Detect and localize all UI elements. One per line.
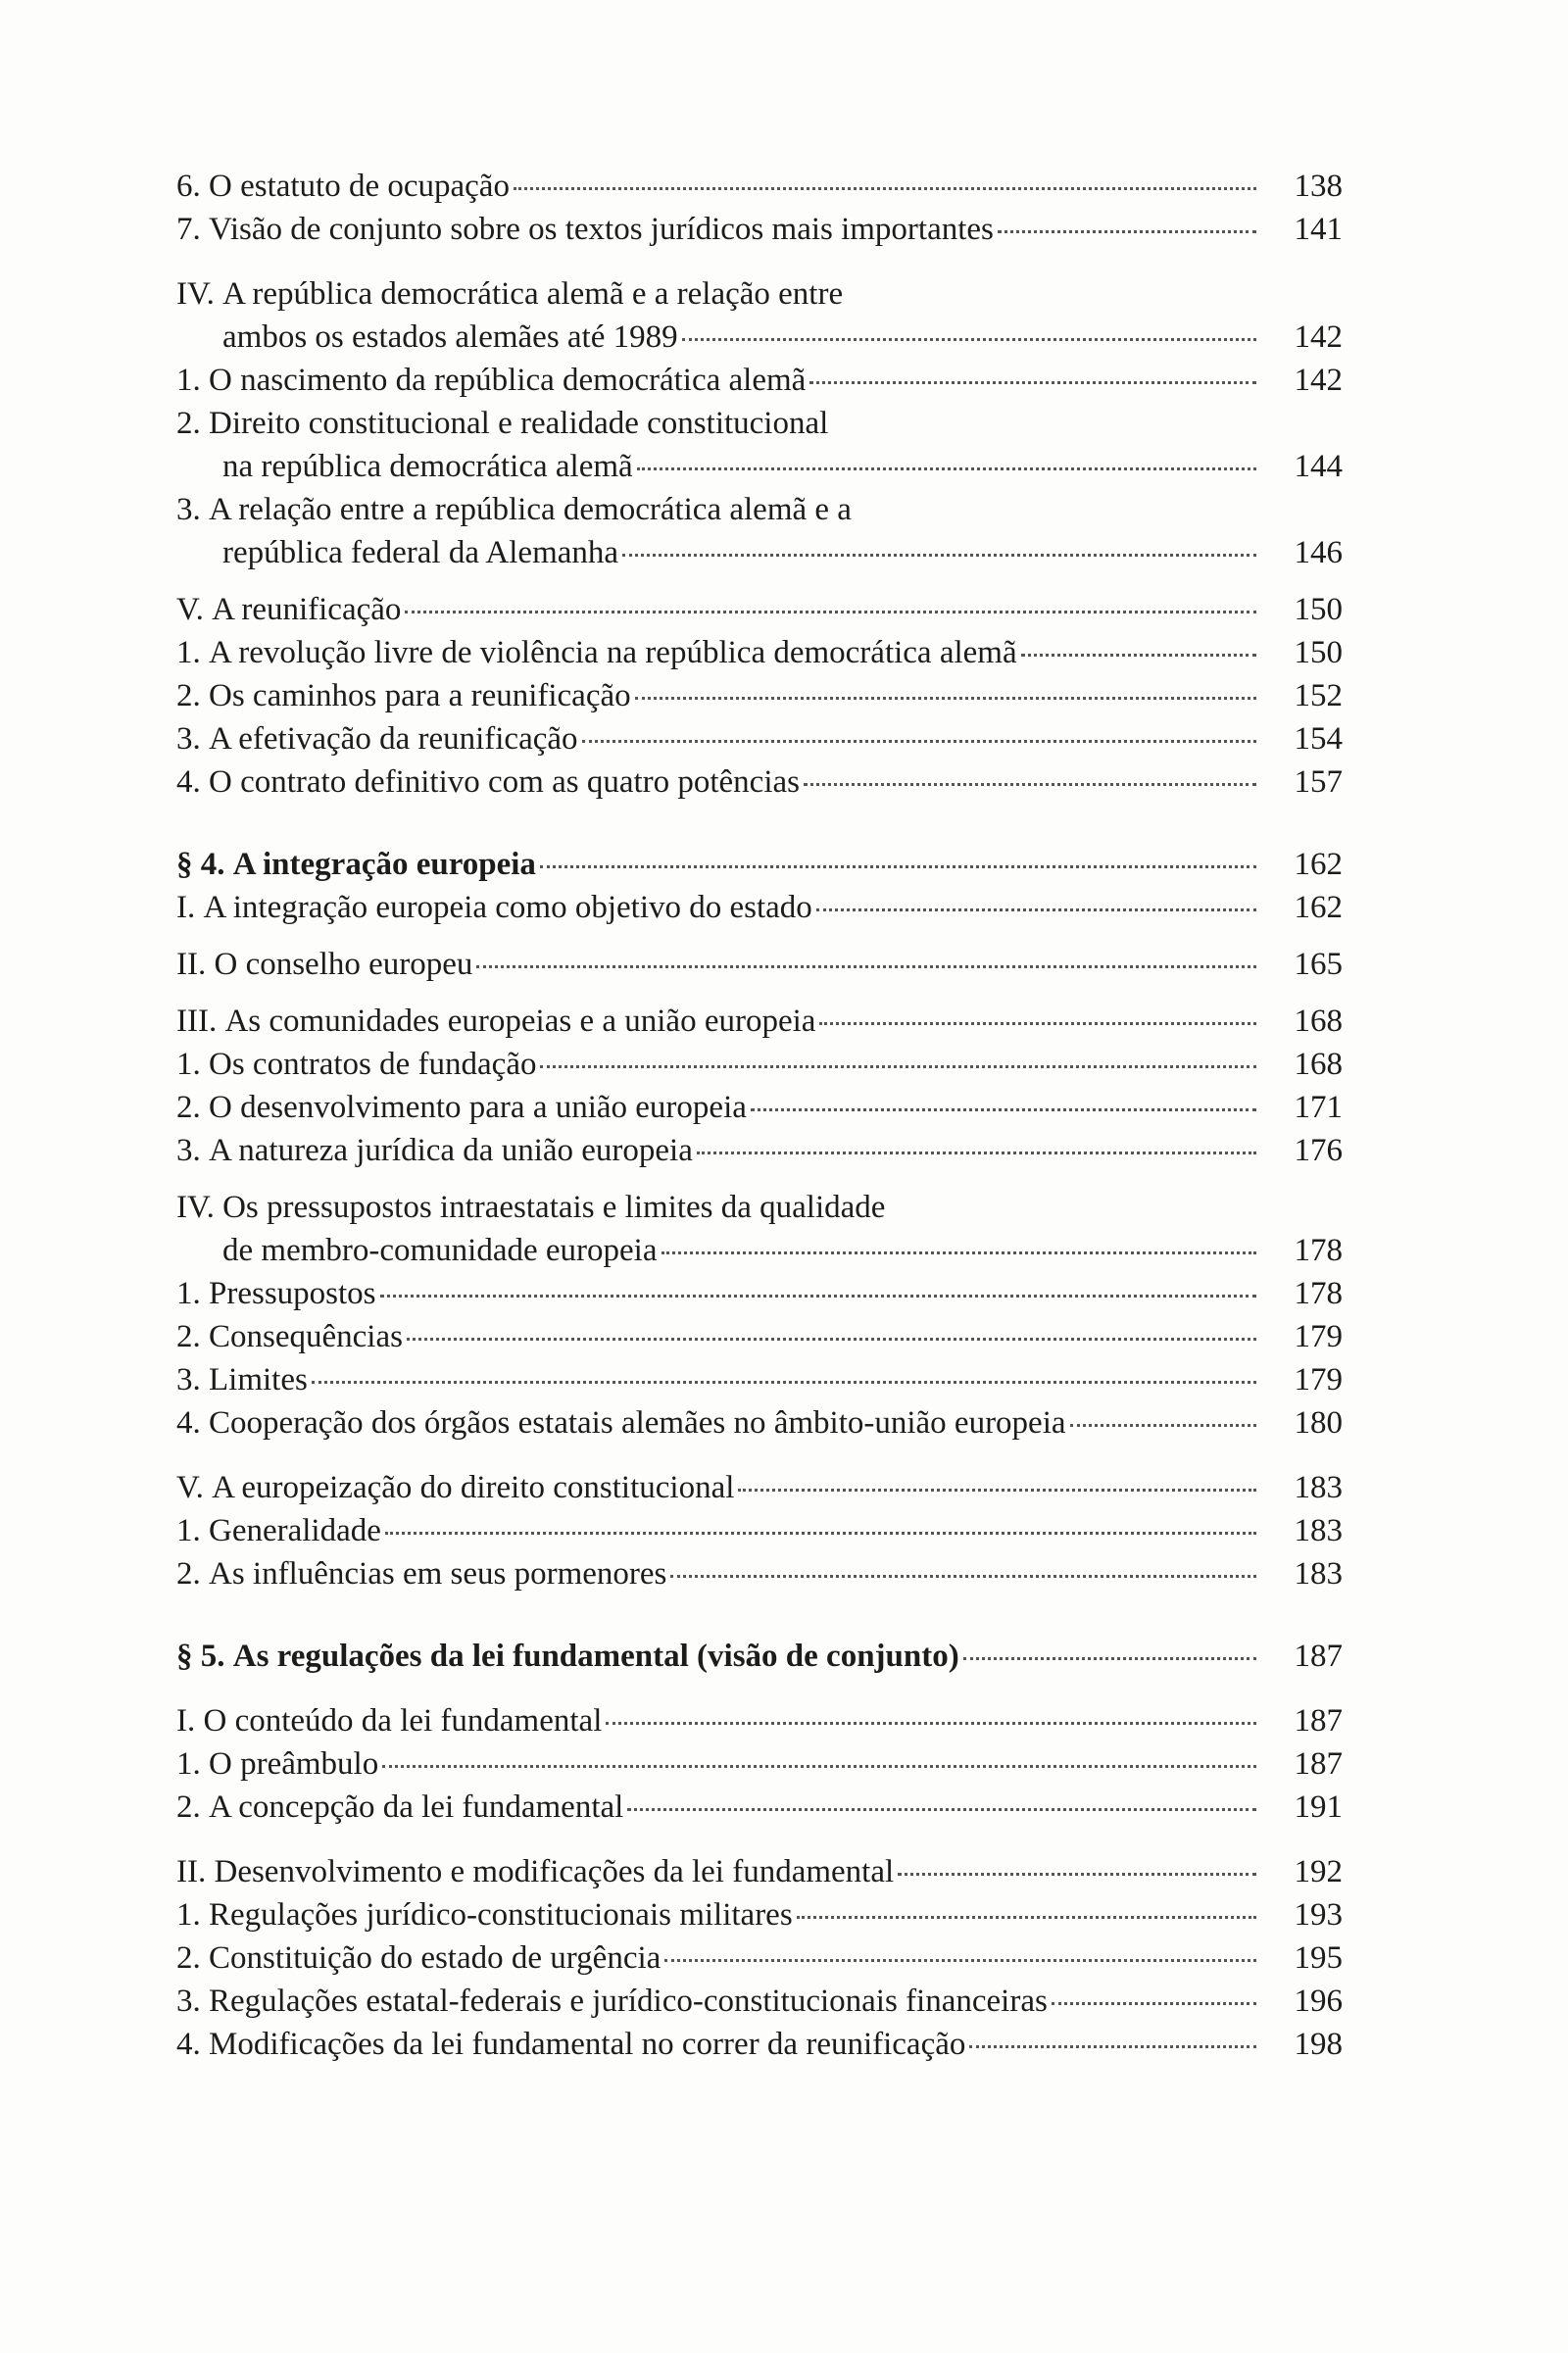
entry-title: A revolução livre de violência na república democrática alemã (209, 635, 1017, 670)
entry-number: 1. (176, 1513, 209, 1548)
dot-leader (809, 381, 1256, 384)
toc-entry-row (176, 359, 1343, 402)
entry-number: 1. (176, 635, 209, 670)
toc-entry-row (176, 1699, 1343, 1742)
entry-title: O conteúdo da lei fundamental (203, 1703, 603, 1739)
dot-leader (514, 187, 1256, 190)
entry-number: 6. (176, 169, 209, 204)
page-number: 183 (1294, 1513, 1343, 1548)
entry-title: As influências em seus pormenores (209, 1556, 667, 1592)
dot-leader (738, 1489, 1256, 1492)
entry-title: O conselho europeu (214, 947, 473, 982)
entry-number: § 5. (176, 1639, 233, 1674)
entry-title: Pressupostos (209, 1276, 376, 1311)
page-number: 178 (1294, 1276, 1343, 1311)
toc-entry-row (176, 843, 1343, 886)
entry-number: 2. (176, 406, 209, 441)
page-number: 154 (1294, 721, 1343, 757)
page-number: 142 (1294, 363, 1343, 398)
toc-entry-row (176, 1000, 1343, 1043)
toc-entry-row (176, 1509, 1343, 1552)
toc-entry (176, 886, 1343, 929)
toc-entry-row (176, 272, 1343, 316)
page-number: 162 (1294, 847, 1343, 882)
toc-entry (176, 1186, 1343, 1272)
page-number: 152 (1294, 678, 1343, 713)
page-number: 187 (1294, 1703, 1343, 1739)
toc-entry (176, 1000, 1343, 1043)
toc-entry (176, 717, 1343, 760)
toc-entry (176, 488, 1343, 574)
entry-number: 1. (176, 1047, 209, 1082)
entry-number: I. (176, 890, 204, 925)
toc-entry-row (176, 2023, 1343, 2066)
toc-entry (176, 208, 1343, 251)
dot-leader (1070, 1424, 1256, 1427)
entry-number: 2. (176, 1789, 209, 1825)
entry-title: Consequências (209, 1319, 403, 1354)
entry-number: 3. (176, 721, 209, 757)
toc-entry-row (176, 1129, 1343, 1172)
toc-entry (176, 1635, 1343, 1678)
toc-entry (176, 1786, 1343, 1829)
page-number: 171 (1294, 1090, 1343, 1125)
toc-entry (176, 402, 1343, 488)
entry-number: 3. (176, 1362, 209, 1397)
entry-title: Regulações jurídico-constitucionais militares (209, 1897, 793, 1933)
toc-entry-row (176, 1936, 1343, 1980)
page-number: 176 (1294, 1133, 1343, 1168)
entry-title: Os contratos de fundação (209, 1047, 537, 1082)
dot-leader (635, 697, 1256, 700)
dot-leader (963, 1657, 1256, 1660)
toc-entry-row (176, 886, 1343, 929)
dot-leader (476, 965, 1256, 968)
toc-entry-row (176, 631, 1343, 674)
dot-leader (898, 1873, 1256, 1876)
dot-leader (819, 1022, 1256, 1025)
entry-number: § 4. (176, 847, 233, 882)
dot-leader (682, 338, 1256, 341)
entry-title: Desenvolvimento e modificações da lei fundamental (214, 1854, 895, 1889)
toc-entry-row (176, 1742, 1343, 1786)
toc-entry (176, 165, 1343, 208)
page-number: 193 (1294, 1897, 1343, 1933)
entry-number: I. (176, 1703, 204, 1739)
entry-title: O contrato definitivo com as quatro potências (209, 764, 800, 800)
toc-entry-row (176, 165, 1343, 208)
entry-number: 3. (176, 1133, 209, 1168)
toc-entry-row (176, 1358, 1343, 1401)
entry-title: A república democrática alemã e a relação entre (222, 276, 844, 312)
entry-number: 2. (176, 1940, 209, 1976)
dot-leader (816, 908, 1256, 911)
toc-entry-continuation (176, 316, 1343, 359)
dot-leader (797, 1916, 1256, 1919)
dot-leader (405, 611, 1256, 613)
table-of-contents (176, 165, 1343, 2066)
dot-leader (969, 2045, 1256, 2048)
entry-title: Generalidade (209, 1513, 381, 1548)
entry-number: 1. (176, 1897, 209, 1933)
dot-leader (380, 1295, 1256, 1298)
entry-number: 2. (176, 1090, 209, 1125)
entry-number: IV. (176, 276, 223, 312)
page-number: 179 (1294, 1319, 1343, 1354)
toc-entry-continuation (176, 531, 1343, 574)
entry-number: 4. (176, 2027, 209, 2062)
toc-entry (176, 1742, 1343, 1786)
page-number: 141 (1294, 212, 1343, 247)
toc-entry-row (176, 208, 1343, 251)
entry-number: 3. (176, 492, 209, 527)
toc-entry-row (176, 1893, 1343, 1936)
page-number: 183 (1294, 1556, 1343, 1592)
entry-title: A efetivação da reunificação (209, 721, 578, 757)
page-number: 179 (1294, 1362, 1343, 1397)
toc-entry (176, 1315, 1343, 1358)
dot-leader (606, 1722, 1256, 1725)
toc-entry-row (176, 1186, 1343, 1229)
entry-number: IV. (176, 1190, 223, 1225)
toc-entry-row (176, 402, 1343, 445)
entry-title: As regulações da lei fundamental (visão de conjunto) (232, 1639, 959, 1674)
toc-entry-row (176, 1086, 1343, 1129)
toc-entry (176, 1272, 1343, 1315)
page-number: 150 (1294, 635, 1343, 670)
page-number: 183 (1294, 1470, 1343, 1505)
toc-entry (176, 1980, 1343, 2023)
entry-title: de membro-comunidade europeia (222, 1233, 658, 1268)
toc-entry (176, 760, 1343, 804)
toc-entry (176, 588, 1343, 631)
entry-number: 1. (176, 1276, 209, 1311)
entry-title: As comunidades europeias e a união europeia (224, 1004, 816, 1039)
dot-leader (407, 1338, 1256, 1341)
dot-leader (1052, 2002, 1256, 2005)
entry-number: V. (176, 1470, 213, 1505)
entry-number: 7. (176, 212, 209, 247)
entry-title: O estatuto de ocupação (209, 169, 510, 204)
toc-entry (176, 1552, 1343, 1595)
entry-title: na república democrática alemã (222, 449, 633, 484)
toc-entry (176, 2023, 1343, 2066)
toc-entry (176, 359, 1343, 402)
entry-title: O preâmbulo (209, 1746, 379, 1782)
page-number: 191 (1294, 1789, 1343, 1825)
entry-title: A reunificação (212, 592, 402, 627)
dot-leader (751, 1108, 1256, 1111)
entry-title: O nascimento da república democrática alemã (209, 363, 807, 398)
dot-leader (582, 740, 1256, 743)
entry-title: Limites (209, 1362, 308, 1397)
dot-leader (622, 554, 1256, 557)
toc-entry-row (176, 1466, 1343, 1509)
toc-entry (176, 943, 1343, 986)
toc-entry (176, 1086, 1343, 1129)
entry-number: 3. (176, 1984, 209, 2019)
entry-title: Modificações da lei fundamental no correr da reunificação (209, 2027, 966, 2062)
page-number: 157 (1294, 764, 1343, 800)
toc-entry (176, 1466, 1343, 1509)
toc-entry-row (176, 674, 1343, 717)
toc-entry (176, 1893, 1343, 1936)
page-number: 138 (1294, 169, 1343, 204)
dot-leader (1021, 654, 1256, 657)
entry-number: 4. (176, 764, 209, 800)
page-number: 192 (1294, 1854, 1343, 1889)
toc-entry (176, 843, 1343, 886)
page-number: 187 (1294, 1746, 1343, 1782)
entry-title: A integração europeia como objetivo do estado (203, 890, 812, 925)
entry-title: Constituição do estado de urgência (209, 1940, 662, 1976)
toc-entry-row (176, 1272, 1343, 1315)
entry-number: 1. (176, 1746, 209, 1782)
entry-title: A europeização do direito constitucional (212, 1470, 735, 1505)
entry-title: Regulações estatal-federais e jurídico-constitucionais financeiras (209, 1984, 1048, 2019)
toc-entry (176, 1043, 1343, 1086)
toc-entry-continuation (176, 445, 1343, 488)
entry-number: 4. (176, 1405, 209, 1441)
entry-title: A integração europeia (232, 847, 536, 882)
toc-entry (176, 1129, 1343, 1172)
toc-entry-row (176, 943, 1343, 986)
entry-number: 1. (176, 363, 209, 398)
dot-leader (540, 1065, 1256, 1068)
toc-entry (176, 1358, 1343, 1401)
toc-entry-row (176, 1043, 1343, 1086)
entry-number: V. (176, 592, 213, 627)
toc-entry-row (176, 1401, 1343, 1445)
dot-leader (804, 783, 1256, 786)
entry-title: A concepção da lei fundamental (209, 1789, 624, 1825)
toc-entry-continuation (176, 1229, 1343, 1272)
toc-entry-row (176, 717, 1343, 760)
entry-number: 2. (176, 1319, 209, 1354)
page-number: 142 (1294, 319, 1343, 355)
entry-number: 2. (176, 678, 209, 713)
entry-number: II. (176, 947, 215, 982)
dot-leader (312, 1381, 1256, 1384)
entry-title: Os caminhos para a reunificação (209, 678, 631, 713)
page-number: 144 (1294, 449, 1343, 484)
page-number: 195 (1294, 1940, 1343, 1976)
toc-entry-row (176, 1315, 1343, 1358)
entry-title: A natureza jurídica da união europeia (209, 1133, 693, 1168)
page-number: 198 (1294, 2027, 1343, 2062)
toc-entry (176, 1699, 1343, 1742)
page-number: 178 (1294, 1233, 1343, 1268)
page-number: 168 (1294, 1047, 1343, 1082)
dot-leader (664, 1959, 1256, 1962)
entry-title: ambos os estados alemães até 1989 (222, 319, 678, 355)
dot-leader (662, 1251, 1257, 1254)
toc-entry (176, 1850, 1343, 1893)
toc-entry-row (176, 488, 1343, 531)
dot-leader (540, 865, 1256, 868)
page-number: 180 (1294, 1405, 1343, 1441)
dot-leader (697, 1152, 1256, 1154)
entry-title: A relação entre a república democrática alemã e a (209, 492, 852, 527)
toc-entry (176, 1509, 1343, 1552)
toc-entry-row (176, 760, 1343, 804)
page-number: 168 (1294, 1004, 1343, 1039)
dot-leader (382, 1765, 1256, 1768)
page-number: 162 (1294, 890, 1343, 925)
page-number: 146 (1294, 535, 1343, 570)
toc-entry (176, 272, 1343, 359)
entry-number: III. (176, 1004, 225, 1039)
entry-title: Visão de conjunto sobre os textos jurídicos mais importantes (209, 212, 994, 247)
toc-entry-row (176, 588, 1343, 631)
page-number: 196 (1294, 1984, 1343, 2019)
entry-title: Os pressupostos intraestatais e limites da qualidade (222, 1190, 886, 1225)
dot-leader (385, 1532, 1256, 1535)
toc-entry-row (176, 1635, 1343, 1678)
dot-leader (670, 1575, 1256, 1578)
toc-entry (176, 1936, 1343, 1980)
entry-title: O desenvolvimento para a união europeia (209, 1090, 747, 1125)
entry-title: república federal da Alemanha (222, 535, 619, 570)
entry-number: II. (176, 1854, 215, 1889)
dot-leader (998, 230, 1256, 233)
toc-entry-row (176, 1552, 1343, 1595)
toc-entry-row (176, 1980, 1343, 2023)
toc-entry-row (176, 1786, 1343, 1829)
toc-entry (176, 1401, 1343, 1445)
page-number: 150 (1294, 592, 1343, 627)
toc-entry (176, 674, 1343, 717)
toc-entry (176, 631, 1343, 674)
page-number: 187 (1294, 1639, 1343, 1674)
toc-entry-row (176, 1850, 1343, 1893)
entry-title: Direito constitucional e realidade constitucional (209, 406, 829, 441)
dot-leader (627, 1808, 1256, 1811)
page-number: 165 (1294, 947, 1343, 982)
entry-title: Cooperação dos órgãos estatais alemães no âmbito-união europeia (209, 1405, 1066, 1441)
dot-leader (637, 467, 1256, 470)
entry-number: 2. (176, 1556, 209, 1592)
